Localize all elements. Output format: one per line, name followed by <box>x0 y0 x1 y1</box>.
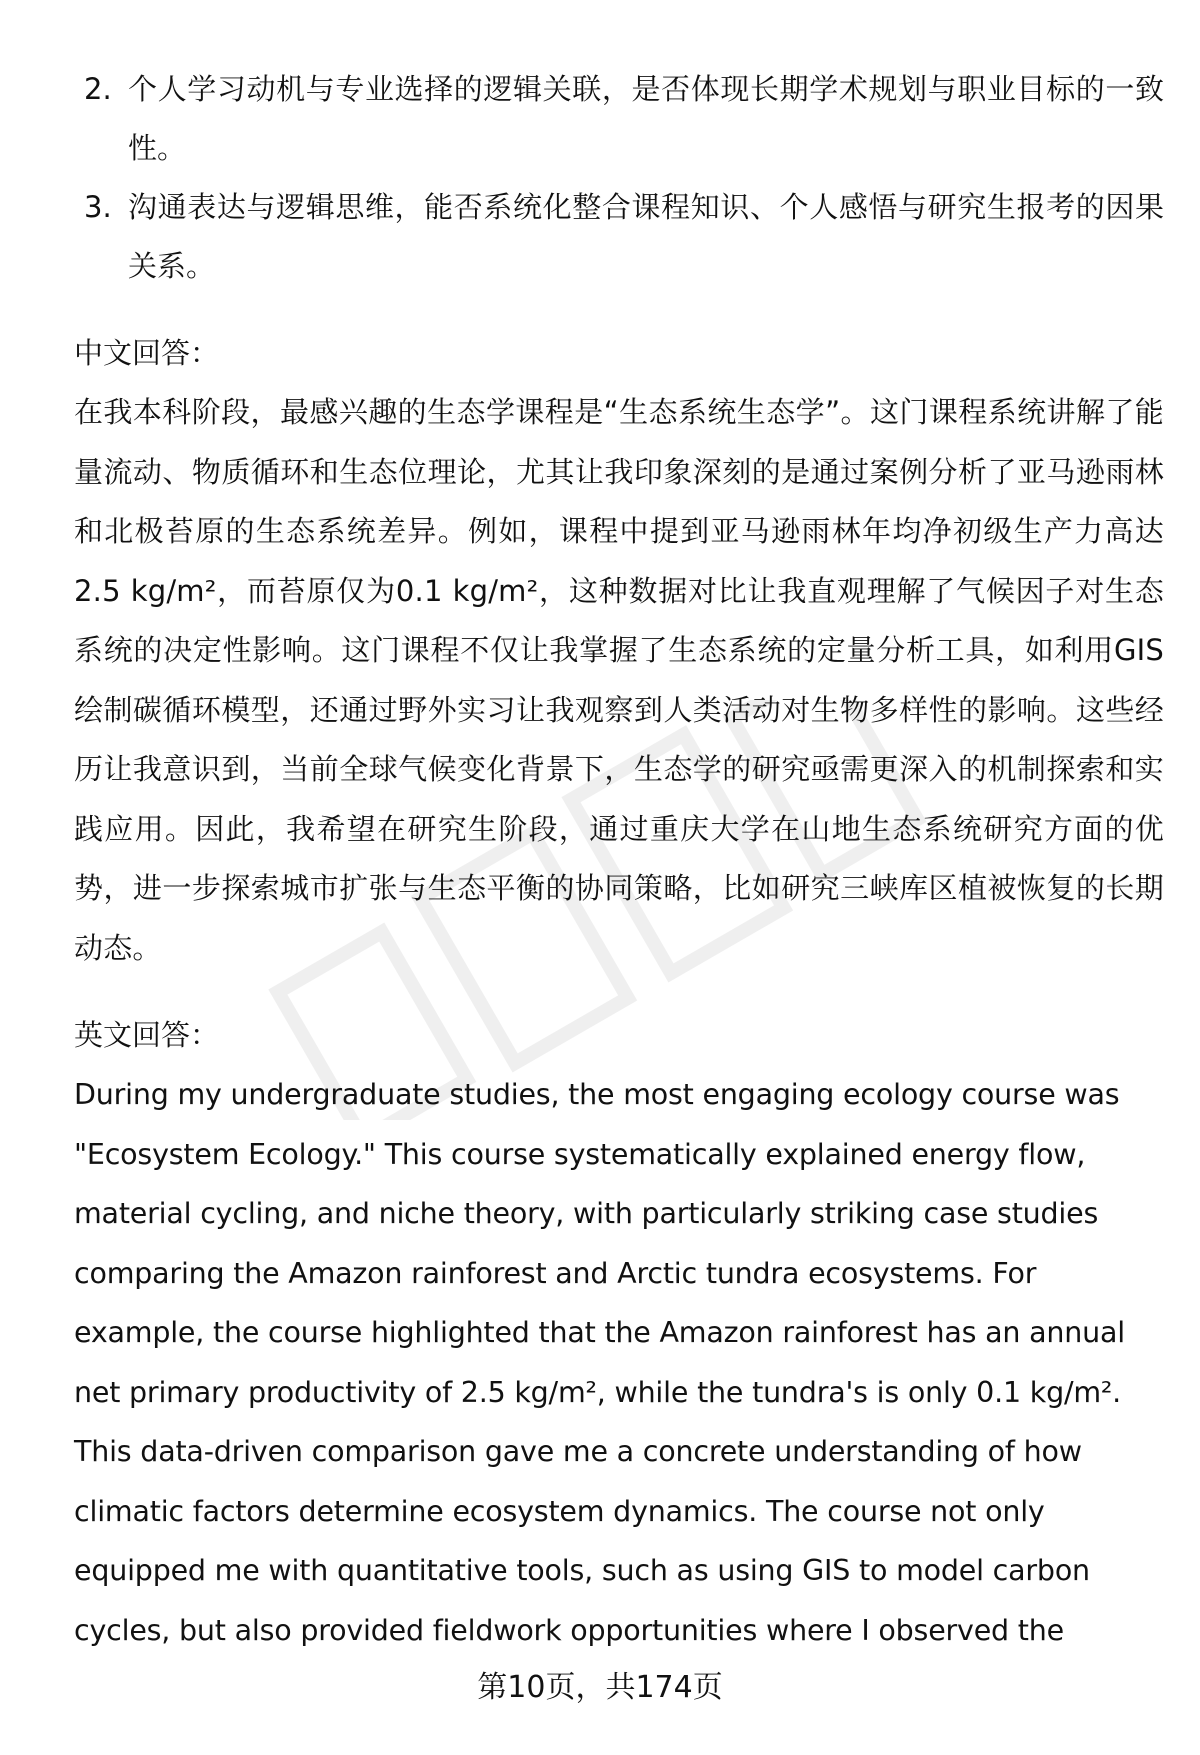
english-answer-label: 英文回答： <box>74 1018 220 1052</box>
english-answer-body: During my undergraduate studies, the most engaging ecology course was "Ecosystem Ecology." This course systematically explained energy flow, material cycling, and niche theory, with particularly striking case studies comparing the Amazon rainforest and Arctic tundra ecosystems. For example, the course highlighted that the Amazon rainforest has an annual net primary productivity of 2.5 kg/m², while the tundra's is only 0.1 kg/m². This data-driven comparison gave me a concrete understanding of how climatic factors determine ecosystem dynamics. The course not only equipped me with quantitative tools, such as using GIS to model carbon cycles, but also provided fieldwork opportunities where I observed the <box>74 1078 1125 1647</box>
chinese-answer-body: 在我本科阶段，最感兴趣的生态学课程是“生态系统生态学”。这门课程系统讲解了能量流动、物质循环和生态位理论，尤其让我印象深刻的是通过案例分析了亚马逊雨林和北极苔原的生态系统差异。例如，课程中提到亚马逊雨林年均净初级生产力高达2.5 kg/m²，而苔原仅为0.1 kg/m²，这种数据对比让我直观理解了气候因子对生态系统的决定性影响。这门课程不仅让我掌握了生态系统的定量分析工具，如利用GIS绘制碳循环模型，还通过野外实习让我观察到人类活动对生物多样性的影响。这些经历让我意识到，当前全球气候变化背景下，生态学的研究亟需更深入的机制探索和实践应用。因此，我希望在研究生阶段，通过重庆大学在山地生态系统研究方面的优势，进一步探索城市扩张与生态平衡的协同策略，比如研究三峡库区植被恢复的长期动态。 <box>74 395 1164 965</box>
list-item <box>74 60 1164 178</box>
list-text: 个人学习动机与专业选择的逻辑关联，是否体现长期学术规划与职业目标的一致性。 <box>128 72 1164 165</box>
page-content <box>74 60 1164 1660</box>
list-number: 2. <box>84 72 112 106</box>
list-text: 沟通表达与逻辑思维，能否系统化整合课程知识、个人感悟与研究生报考的因果关系。 <box>128 190 1164 283</box>
page-number: 第10页，共174页 <box>477 1670 723 1705</box>
list-item <box>74 178 1164 296</box>
list-number: 3. <box>84 190 112 224</box>
chinese-answer-label: 中文回答： <box>74 336 220 370</box>
